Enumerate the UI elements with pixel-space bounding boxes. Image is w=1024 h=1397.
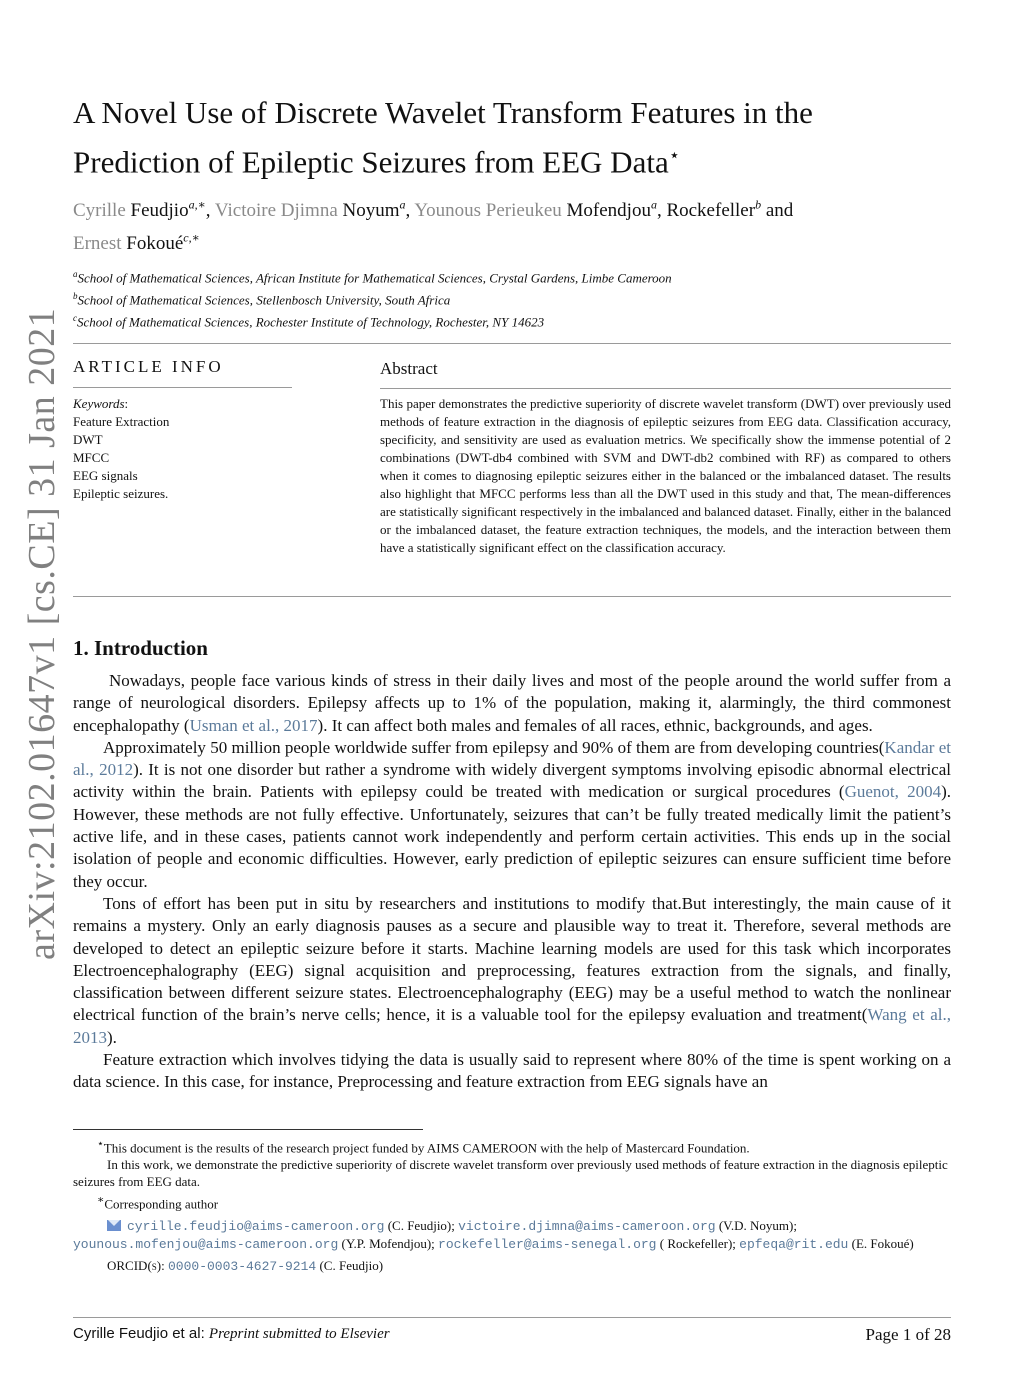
footnotes: [73, 1136, 951, 1275]
envelope-icon: [107, 1220, 121, 1231]
citation-link[interactable]: Wang et al., 2013: [73, 1005, 951, 1047]
citation-link[interactable]: Kandar et al., 2012: [73, 737, 951, 780]
author: Rockefeller$^b$ and: [666, 198, 794, 222]
keyword: EEG signals: [73, 468, 138, 483]
section-heading-introduction: 1. Introduction: [73, 636, 208, 660]
keywords-block: Keywords: Feature Extraction DWT MFCC EEG signals Epileptic seizures.: [73, 396, 170, 501]
affiliation: $^c$School of Mathematical Sciences, Rochester Institute of Technology, Rochester, NY 14623: [73, 313, 545, 330]
keyword: Feature Extraction: [73, 414, 170, 429]
keywords-label: Keywords: [73, 396, 125, 411]
email-link[interactable]: epfeqa@rit.edu: [739, 1236, 849, 1252]
paragraph: Nowadays, people face various kinds of stress in their daily lives and most of the people around the world suffer from a range of neurological disorders. Epilepsy affects up to 1% of the population, making it, alarmingly, the third commonest encephalopathy (Usman et al., 2017). It can affect both males and females of all races, ethnic, backgrounds, and ages.: [73, 671, 951, 735]
footnote-orcid: ORCID(s): 0000-0003-4627-9214 (C. Feudjio): [107, 1257, 384, 1274]
footnote-emails: cyrille.feudjio@aims-cameroon.org (C. Feudjio); victoire.djimna@aims-cameroon.org (V.D. Noyum); younous.mofenjou@aims-cameroon.org (Y.P. Mofendjou); rockefeller@aims-senegal.org ( Rockefeller); epfeqa@rit.edu (E. Fokoué): [73, 1217, 914, 1252]
author: Cyrille Feudjio$^{a,∗}$,: [73, 198, 215, 222]
email-link[interactable]: victoire.djimna@aims-cameroon.org: [458, 1218, 716, 1234]
divider: [73, 387, 292, 388]
email-link[interactable]: rockefeller@aims-senegal.org: [438, 1236, 657, 1252]
author-list: [73, 192, 953, 257]
footer-divider: [73, 1317, 951, 1318]
paragraph: Feature extraction which involves tidying the data is usually said to represent where 80% of the time is spent working on a data science. In this case, for instance, Preprocessing and feature extraction from EEG signals have an: [73, 1050, 951, 1092]
footnote-summary: In this work, we demonstrate the predictive superiority of discrete wavelet transform over previously used methods of feature extraction in the diagnosis epileptic seizures from EEG data.: [73, 1157, 948, 1190]
footer-citation: Cyrille Feudjio et al: Preprint submitted to Elsevier: [73, 1325, 390, 1342]
divider: [73, 343, 951, 344]
citation-link[interactable]: Guenot, 2004: [844, 782, 942, 802]
citation-link[interactable]: Usman et al., 2017: [189, 715, 318, 735]
footnote-funding: ⋆This document is the results of the research project funded by AIMS CAMEROON with the help of Mastercard Foundation.: [97, 1138, 750, 1156]
article-info-heading: ARTICLE INFO: [73, 357, 224, 376]
affiliation: $^a$School of Mathematical Sciences, African Institute for Mathematical Sciences, Crystal Gardens, Limbe Cameroon: [73, 269, 672, 286]
paragraph: Approximately 50 million people worldwide suffer from epilepsy and 90% of them are from developing countries(Kandar et al., 2012). It is not one disorder but rather a syndrome with widely divergent symptoms involving episodic abnormal electrical activity within the brain. Patients with epilepsy could be treated with medication or surgical procedures (Guenot, 2004). However, these methods are not fully effective. Unfortunately, seizures that can’t be fully treated medically limit the patient’s active life, and in these cases, patients cannot work independently and perform certain activities. This ends up in the social isolation of people and economic difficulties. However, early prediction of epileptic seizures can ensure sufficient time before they occur.: [73, 737, 951, 891]
keyword: Epileptic seizures.: [73, 486, 169, 501]
author: Victoire Djimna Noyum$^a$,: [214, 198, 415, 222]
author: Younous Perieukeu Mofendjou$^a$,: [414, 198, 667, 222]
keyword: MFCC: [73, 450, 110, 465]
abstract-heading: Abstract: [380, 359, 438, 378]
body-text: [73, 670, 951, 1094]
title-line-1: A Novel Use of Discrete Wavelet Transform Features in the: [73, 95, 813, 130]
abstract-text: This paper demonstrates the predictive superiority of discrete wavelet transform (DWT) over previously used methods of feature extraction in the diagnosis of epileptic seizures from EEG data. Classification accuracy, specificity, and sensitivity are used as evaluation metrics. We specifically show the immense potential of 2 combinations (DWT-db4 combined with SVM and DWT-db2 combined with RF) as compared to others when it comes to diagnosing epileptic seizures either in the balanced or the imbalanced dataset. The results also highlight that MFCC performs less than all the DWT used in this study and that, The mean-differences are statistically significant respectively in the imbalanced and balanced dataset. Finally, either in the balanced or the imbalanced dataset, the feature extraction techniques, the models, and the interaction between them have a statistically significant effect on the classification accuracy.: [380, 396, 951, 555]
affiliation: $^b$School of Mathematical Sciences, Stellenbosch University, South Africa: [73, 291, 451, 308]
divider: [73, 596, 951, 597]
divider: [380, 388, 951, 389]
footnote-divider: [73, 1129, 423, 1130]
email-link[interactable]: cyrille.feudjio@aims-cameroon.org: [127, 1218, 385, 1234]
arxiv-stamp: arXiv:2102.01647v1 [cs.CE] 31 Jan 2021: [21, 307, 63, 960]
email-link[interactable]: younous.mofenjou@aims-cameroon.org: [73, 1236, 339, 1252]
page-number: Page 1 of 28: [865, 1325, 951, 1344]
author: Ernest Fokoué$^{c,∗}$: [73, 230, 200, 254]
title-footnote-mark[interactable]: ⋆: [668, 145, 680, 165]
orcid-link[interactable]: 0000-0003-4627-9214: [167, 1258, 317, 1274]
title-line-2: Prediction of Epileptic Seizures from EEG Data: [73, 144, 669, 180]
paragraph: Tons of effort has been put in situ by researchers and institutions to modify that.But interestingly, the main cause of it remains a mystery. Only an early diagnosis pauses as a secure and plausible way to treat it. Therefore, several methods are developed to detect an epileptic seizure before it starts. Machine learning models are used for this task which incorporates Electroencephalography (EEG) signal acquisition and preprocessing, features extraction from the signals, and finally, classification between different seizure states. Electroencephalography (EEG) may be a useful method to watch the nonlinear electrical function of the brain’s nerve cells; hence, it is a valuable tool for the epilepsy evaluation and treatment(Wang et al., 2013).: [73, 893, 951, 1047]
paper-title: [73, 92, 973, 183]
keyword: DWT: [73, 432, 103, 447]
footnote-corresponding: ∗Corresponding author: [97, 1194, 219, 1212]
